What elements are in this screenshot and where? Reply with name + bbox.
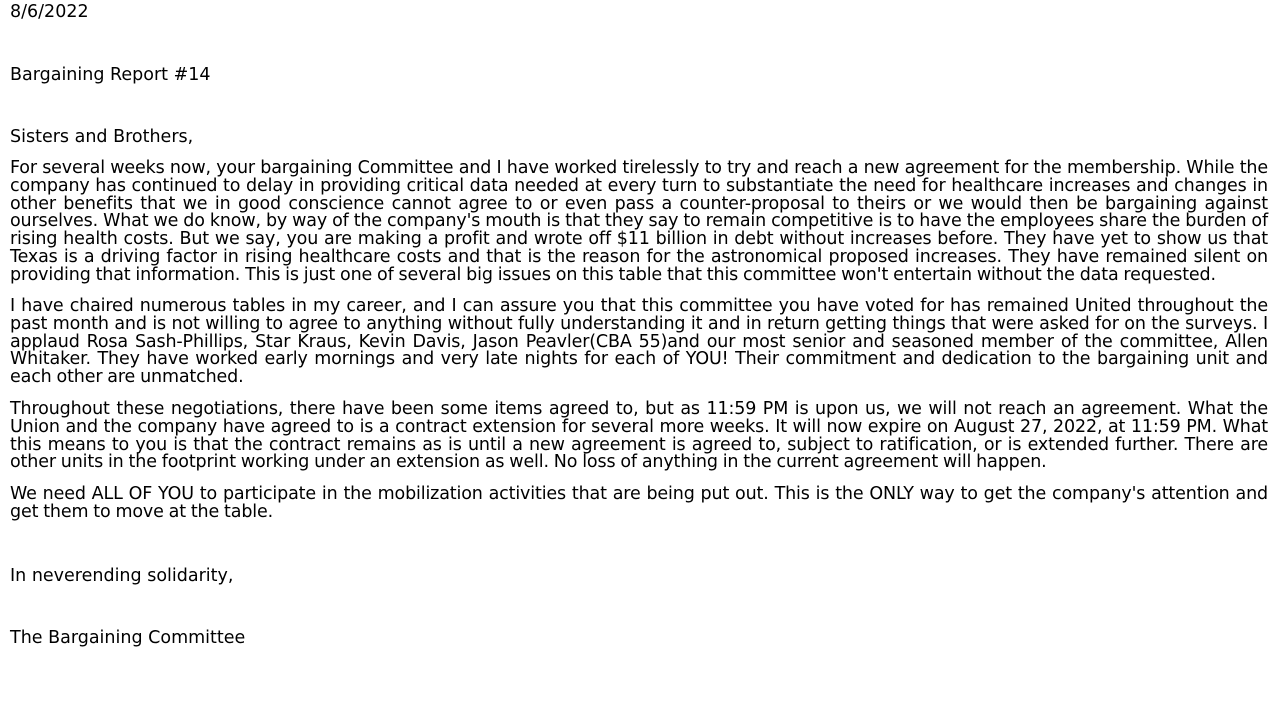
document-date: 8/6/2022	[10, 2, 89, 22]
paragraph-2: I have chaired numerous tables in my career, and I can assure you that this committee you have voted for has remained United throughout the past month and is not willing to agree to anything without fully understanding it and in return getting things that were asked for on the surveys. I applaud Rosa Sash-Phillips, Star Kraus, Kevin Davis, Jason Peavler(CBA 55)and our most senior and seasoned member of the committee, Allen Whitaker. They have worked early mornings and very late nights for each of YOU! Their commitment and dedication to the bargaining unit and each other are unmatched.	[10, 296, 1268, 388]
signature: The Bargaining Committee	[10, 628, 246, 648]
report-title: Bargaining Report #14	[10, 65, 211, 85]
paragraph-1: For several weeks now, your bargaining Committee and I have worked tirelessly to try and reach a new agreement for the membership. While the company has continued to delay in providing critical data needed at every turn to substantiate the need for healthcare increases and changes in other benefits that we in good conscience cannot agree to or even pass a counter-proposal to theirs or we would then be bargaining against ourselves. What we do know, by way of the company's mouth is that they say to remain competitive is to have the employees share the burden of rising health costs. But we say, you are making a profit and wrote off $11 billion in debt without increases before. They have yet to show us that Texas is a driving factor in rising healthcare costs and that is the reason for the astronomical proposed increases. They have remained silent on providing that information. This is just one of several big issues on this table that this committee won't entertain without the data requested.	[10, 158, 1268, 285]
salutation: Sisters and Brothers,	[10, 127, 194, 147]
paragraph-4: We need ALL OF YOU to participate in the mobilization activities that are being put out. This is the ONLY way to get the company's attention and get them to move at the table.	[10, 484, 1268, 522]
paragraph-3: Throughout these negotiations, there have been some items agreed to, but as 11:59 PM is upon us, we will not reach an agreement. What the Union and the company have agreed to is a contract extension for several more weeks. It will now expire on August 27, 2022, at 11:59 PM. What this means to you is that the contract remains as is until a new agreement is agreed to, subject to ratification, or is extended further. There are other units in the footprint working under an extension as well. No loss of anything in the current agreement will happen.	[10, 399, 1268, 473]
closing-line: In neverending solidarity,	[10, 566, 234, 586]
